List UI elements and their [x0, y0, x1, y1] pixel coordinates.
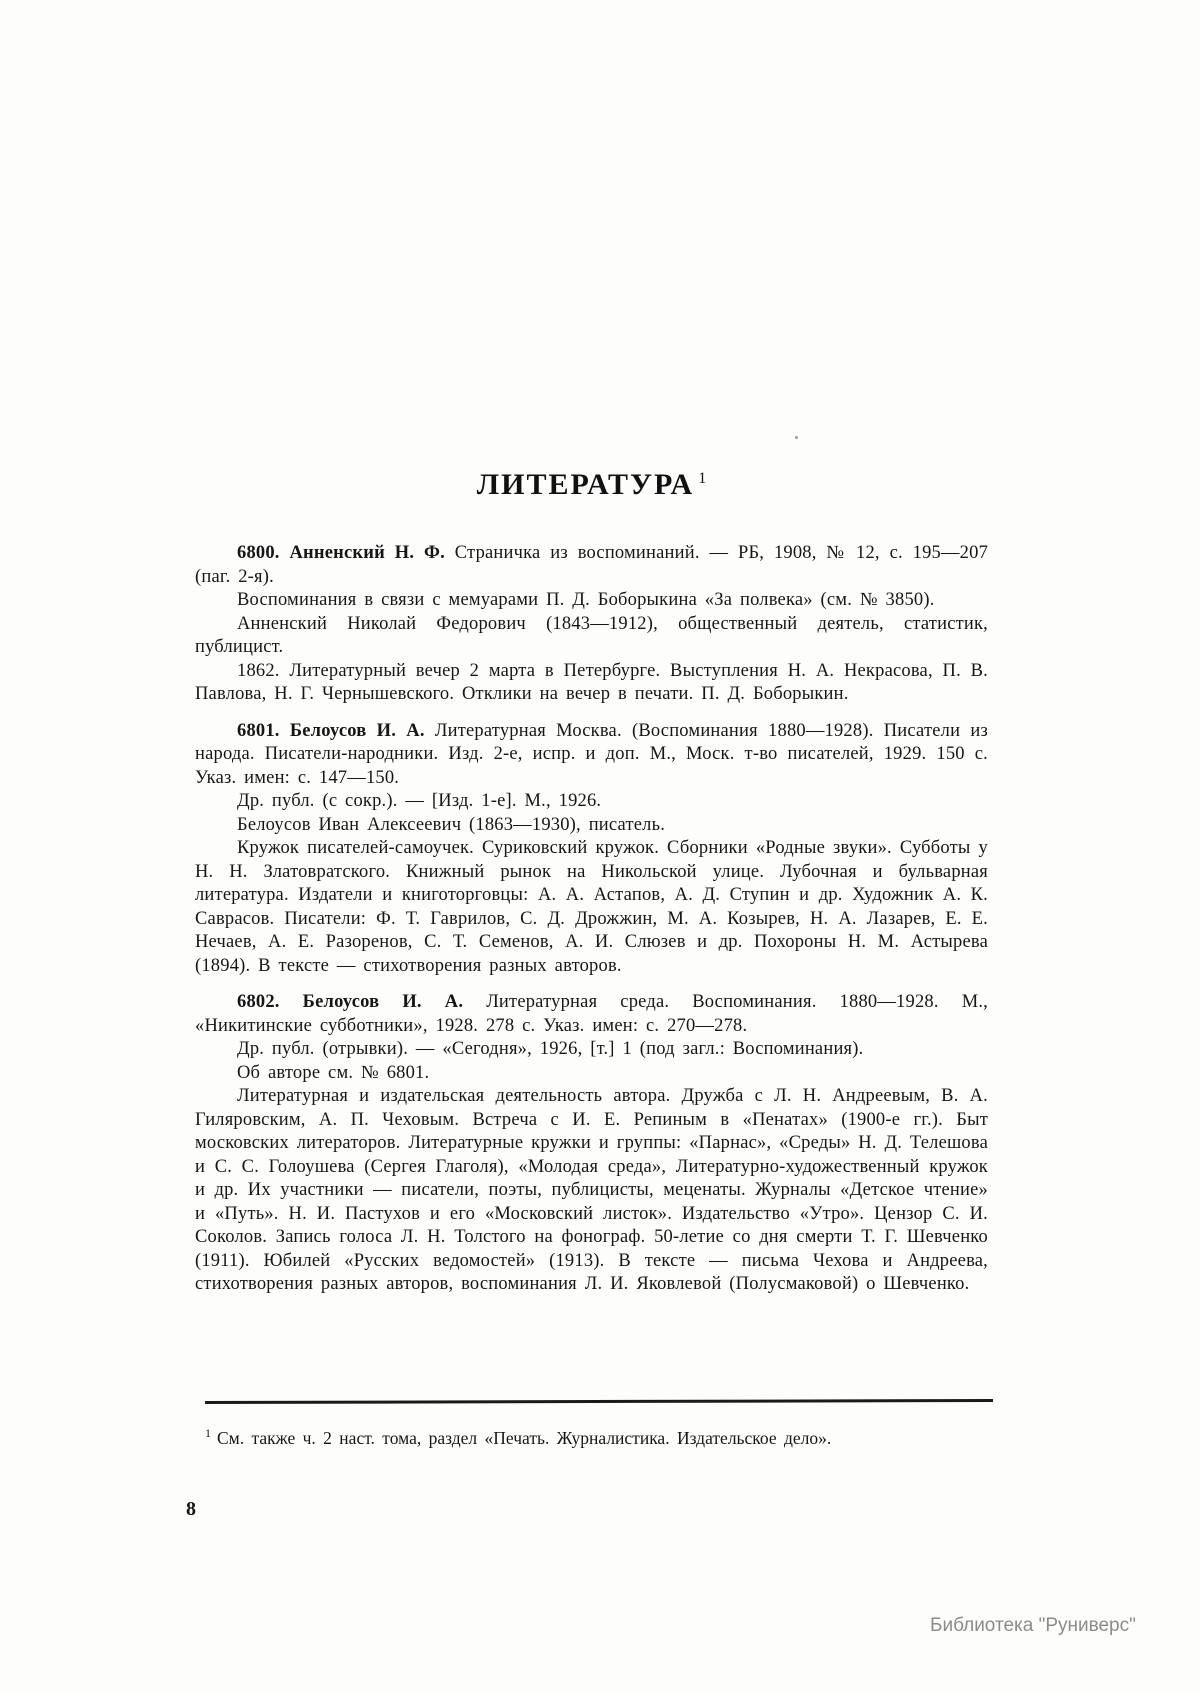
entry-paragraph: 1862. Литературный вечер 2 марта в Петербурге. Выступления Н. А. Некрасова, П. В. Павлова, Н. Г. Чернышевского. Отклики на вечер в печати. П. Д. Боборыкин. [195, 660, 988, 704]
library-watermark: Библиотека "Руниверс" [930, 1615, 1136, 1636]
footnote-mark: 1 [205, 1426, 211, 1440]
entry-heading-paragraph [195, 542, 988, 589]
scan-speck [795, 436, 798, 439]
entry-number-author: 6802. Белоусов И. А. [237, 992, 464, 1012]
entry-6802 [195, 991, 988, 1297]
page-number: 8 [186, 1498, 196, 1520]
footnote-text: См. также ч. 2 наст. тома, раздел «Печать. Журналистика. Издательское дело». [217, 1427, 832, 1448]
footnote [205, 1422, 975, 1450]
entry-paragraph: Об авторе см. № 6801. [237, 1062, 430, 1083]
entry-number-author: 6800. Анненский Н. Ф. [237, 543, 445, 563]
title-footnote-mark: 1 [698, 470, 707, 487]
entry-paragraph: Белоусов Иван Алексеевич (1863—1930), писатель. [237, 814, 666, 835]
footnote-separator-rule [205, 1399, 993, 1404]
bibliography-text-column [195, 542, 988, 1310]
entry-heading-paragraph [195, 720, 988, 791]
entry-paragraph: Воспоминания в связи с мемуарами П. Д. Боборыкина «За полвека» (см. № 3850). [237, 590, 935, 610]
entry-6800 [195, 542, 988, 707]
page-title [195, 468, 988, 502]
entry-6801 [195, 720, 988, 979]
entry-paragraph: Анненский Николай Федорович (1843—1912), общественный деятель, статистик, публицист. [195, 613, 988, 657]
entry-paragraph: Литературная и издательская деятельность автора. Дружба с Л. Н. Андреевым, В. А. Гиляровским, А. П. Чеховым. Встреча с И. Е. Репиным в «Пенатах» (1900-е гг.). Быт московских литераторов. Литературные кружки и группы: «Парнас», «Среды» Н. Д. Телешова и С. С. Голоушева (Сергея Глаголя), «Молодая среда», Литературно-художественный кружок и др. Их участники — писатели, поэты, публицисты, меценаты. Журналы «Детское чтение» и «Путь». Н. И. Пастухов и его «Московский листок». Издательство «Утро». Цензор С. И. Соколов. Запись голоса Л. Н. Толстого на фонограф. 50-летие со дня смерти Т. Г. Шевченко (1911). Юбилей «Русских ведомостей» (1913). В тексте — письма Чехова и Андреева, стихотворения разных авторов, воспоминания Л. И. Яковлевой (Полусмаковой) о Шевченко. [195, 1086, 988, 1294]
entry-citation: Литературная среда. Воспоминания. 1880—1928. М., «Никитинские субботники», 1928. 278 с. Указ. имен: с. 270—278. [195, 992, 988, 1036]
footnote-paragraph [205, 1422, 975, 1450]
entry-citation: Литературная Москва. (Воспоминания 1880—1928). Писатели из народа. Писатели-народники. Изд. 2-е, испр. и доп. М., Моск. т-во писателей, 1929. 150 с. Указ. имен: с. 147—150. [195, 720, 988, 788]
entry-citation: Страничка из воспоминаний. — РБ, 1908, № 12, с. 195—207 (паг. 2-я). [195, 543, 989, 587]
page-title-text: ЛИТЕРАТУРА [476, 468, 695, 501]
entry-heading-paragraph [195, 991, 988, 1038]
entry-number-author: 6801. Белоусов И. А. [237, 720, 425, 741]
entry-paragraph: Др. публ. (отрывки). — «Сегодня», 1926, [т.] 1 (под загл.: Воспоминания). [237, 1039, 864, 1059]
entry-paragraph: Кружок писателей-самоучек. Суриковский кружок. Сборники «Родные звуки». Субботы у Н. Н. Златовратского. Книжный рынок на Никольской улице. Лубочная и бульварная литература. Издатели и книготорговцы: А. А. Астапов, А. Д. Ступин и др. Художник А. К. Саврасов. Писатели: Ф. Т. Гаврилов, С. Д. Дрожжин, М. А. Козырев, Н. А. Лазарев, Е. Е. Нечаев, А. Е. Разоренов, С. Т. Семенов, А. И. Слюзев и др. Похороны Н. М. Астырева (1894). В тексте — стихотворения разных авторов. [195, 838, 988, 976]
entry-paragraph: Др. публ. (с сокр.). — [Изд. 1-е]. М., 1926. [237, 791, 602, 811]
